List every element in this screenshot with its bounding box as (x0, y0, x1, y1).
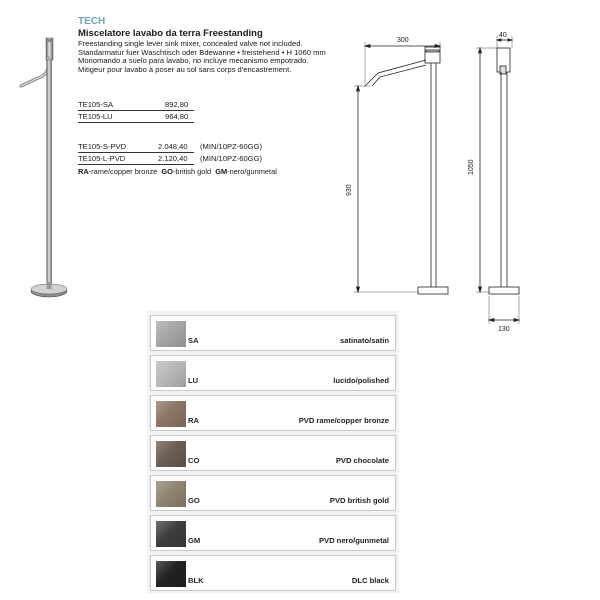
finish-color-chip (156, 361, 186, 387)
finish-code: LU (188, 376, 199, 385)
finish-swatch (150, 555, 396, 591)
dim-height-spout-label: 930 (346, 184, 353, 196)
finish-code: BLK (188, 576, 204, 585)
price-value: 2.120,40 (158, 154, 188, 163)
finish-code: RA (78, 167, 89, 176)
price-code: TE105-SA (78, 100, 114, 109)
finish-code-name: -nero/gunmetal (227, 167, 277, 176)
price-code: TE105-S-PVD (78, 142, 127, 151)
price-note: (MIN/10PZ-60GG) (200, 154, 263, 163)
finish-code: RA (188, 416, 199, 425)
price-value: 964,80 (165, 112, 189, 121)
dim-width-label: 300 (397, 37, 409, 44)
finish-swatch (150, 395, 396, 431)
side-view-drawing (354, 42, 448, 294)
finish-name: PVD rame/copper bronze (298, 416, 389, 425)
finish-color-chip (156, 441, 186, 467)
finish-code: GO (188, 496, 200, 505)
series-name: TECH (78, 16, 106, 27)
price-code: TE105-LU (78, 112, 113, 121)
price-value: 892,80 (165, 100, 189, 109)
price-value: 2.048,40 (158, 142, 188, 151)
finish-name: satinato/satin (340, 336, 389, 345)
finish-code: CO (188, 456, 200, 465)
finish-swatch (150, 435, 396, 471)
dim-depth-label: 40 (499, 32, 507, 39)
dim-base-label: 130 (498, 326, 510, 333)
finish-color-chip (156, 321, 186, 347)
finish-name: DLC black (351, 576, 389, 585)
finish-swatch (150, 355, 396, 391)
finish-code: GO (161, 167, 173, 176)
finish-name: PVD british gold (329, 496, 389, 505)
price-note: (MIN/10PZ-60GG) (200, 142, 263, 151)
finish-name: PVD chocolate (335, 456, 389, 465)
description-line: Freestanding single lever sink mixer, concealed valve not included. (78, 39, 303, 48)
description-line: Monomando a suelo para lavabo, no incluye mecanismo empotrado. (78, 56, 309, 66)
description-line: Mitigeur pour lavabo à poser au sol sans corps d'encastrement. (78, 64, 292, 74)
finish-code: GM (215, 167, 228, 176)
product-title: Miscelatore lavabo da terra Freestanding (78, 28, 263, 39)
finish-color-chip (156, 561, 186, 587)
price-code: TE105-L-PVD (78, 154, 126, 163)
dim-height-total-label: 1050 (468, 159, 475, 175)
finish-color-chip (156, 521, 186, 547)
finish-code: GM (188, 536, 201, 545)
finish-code: SA (188, 336, 199, 345)
finish-swatch (150, 315, 396, 351)
finish-code-name: -rame/copper bronze (88, 167, 158, 176)
finish-swatch (150, 475, 396, 511)
finish-color-chip (156, 401, 186, 427)
finish-name: lucido/polished (333, 376, 389, 385)
finish-color-chip (156, 481, 186, 507)
finish-swatch (150, 515, 396, 551)
finish-name: PVD nero/gunmetal (318, 536, 389, 545)
description-line: Standarmatur fuer Waschtisch oder Bdewanne • freistehend • H 1060 mm (78, 47, 326, 57)
finish-code-name: -british gold (172, 167, 212, 176)
front-view-drawing (476, 36, 519, 324)
product-photo (21, 38, 67, 297)
